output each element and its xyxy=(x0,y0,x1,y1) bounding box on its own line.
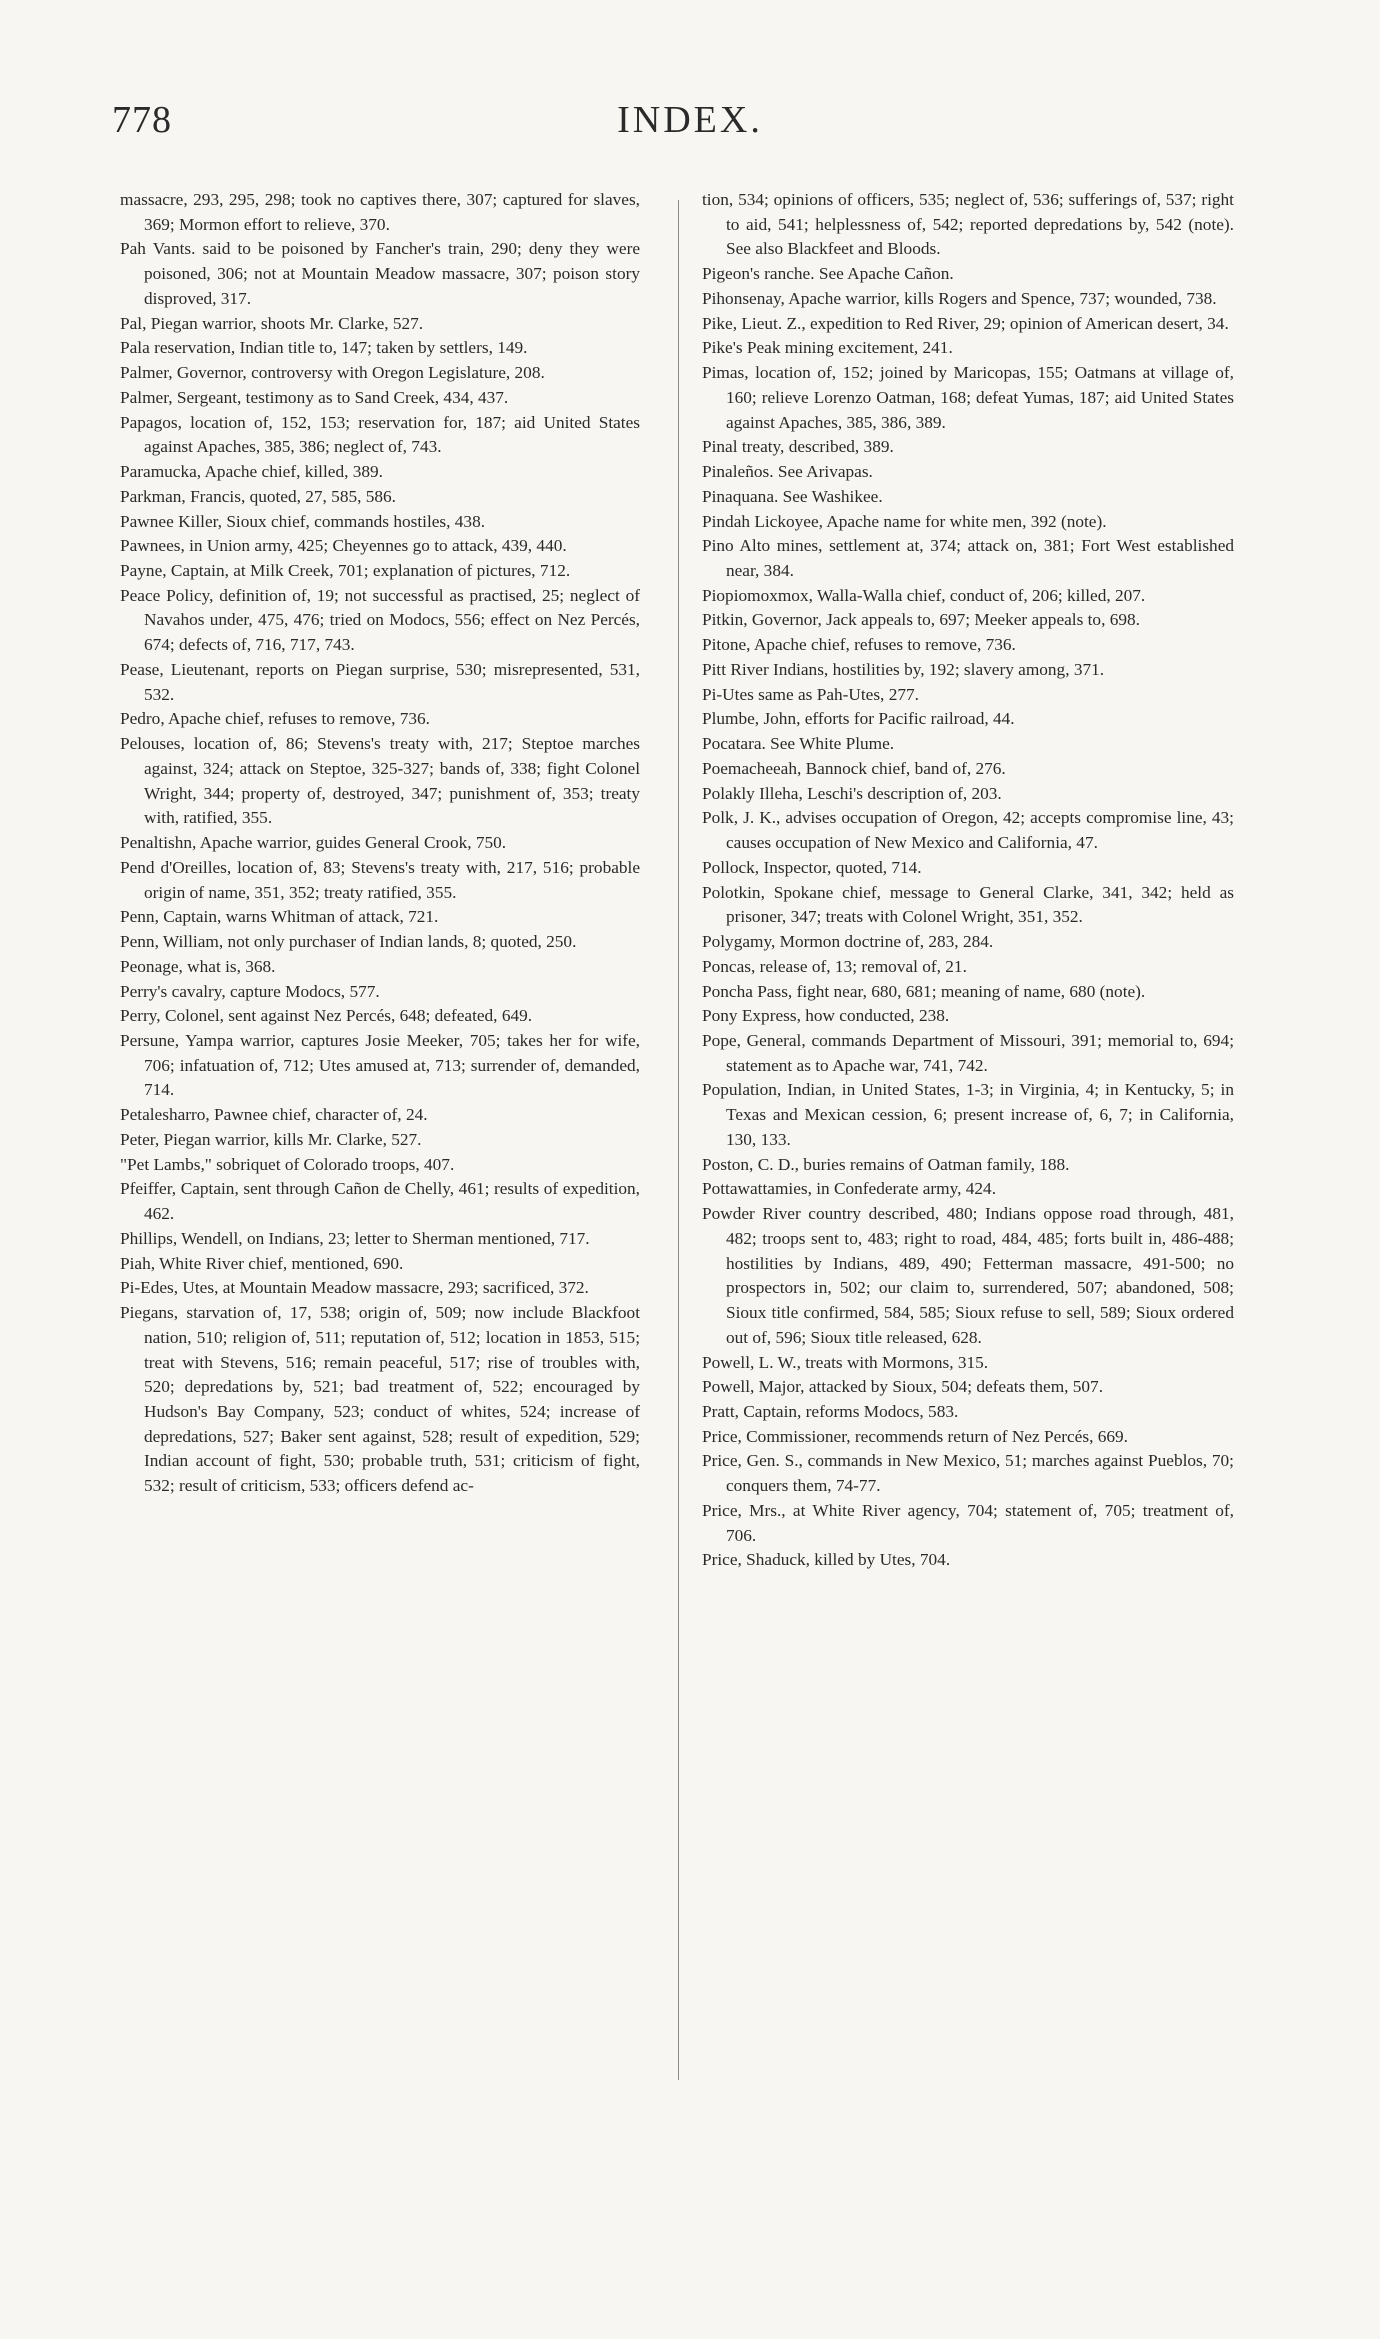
index-entry: tion, 534; opinions of officers, 535; neglect of, 536; sufferings of, 537; right to aid, 541; helplessness of, 542; reported depredations by, 542 (note). See also Blackfeet and Bloods. xyxy=(702,190,1234,259)
index-entry: Piah, White River chief, mentioned, 690. xyxy=(120,1253,404,1273)
index-entry: Pimas, location of, 152; joined by Maricopas, 155; Oatmans at village of, 160; relieve Lorenzo Oatman, 168; defeat Yumas, 187; aid United States against Apaches, 385, 386, 389. xyxy=(702,363,1234,432)
index-column-left xyxy=(120,188,640,1499)
index-entry: Pitt River Indians, hostilities by, 192; slavery among, 371. xyxy=(702,659,1105,679)
index-entry: Pike, Lieut. Z., expedition to Red River, 29; opinion of American desert, 34. xyxy=(702,313,1229,333)
index-entry: Pigeon's ranche. See Apache Cañon. xyxy=(702,264,954,284)
index-entry: Pi-Utes same as Pah-Utes, 277. xyxy=(702,684,919,704)
index-entry: Perry, Colonel, sent against Nez Percés, 648; defeated, 649. xyxy=(120,1006,533,1026)
index-entry: Pony Express, how conducted, 238. xyxy=(702,1006,950,1026)
index-entry: Penaltishn, Apache warrior, guides General Crook, 750. xyxy=(120,833,507,853)
index-entry: Peter, Piegan warrior, kills Mr. Clarke, 527. xyxy=(120,1129,422,1149)
index-entry: Polk, J. K., advises occupation of Oregon, 42; accepts compromise line, 43; causes occupation of New Mexico and California, 47. xyxy=(702,808,1234,853)
column-divider xyxy=(678,200,679,2080)
index-entry: Pitkin, Governor, Jack appeals to, 697; Meeker appeals to, 698. xyxy=(702,610,1140,630)
index-entry: massacre, 293, 295, 298; took no captives there, 307; captured for slaves, 369; Mormon effort to relieve, 370. xyxy=(120,190,640,234)
index-entry: Pinal treaty, described, 389. xyxy=(702,437,894,457)
index-entry: Pindah Lickoyee, Apache name for white men, 392 (note). xyxy=(702,511,1107,531)
index-entry: Pocatara. See White Plume. xyxy=(702,734,895,754)
index-entry: Pratt, Captain, reforms Modocs, 583. xyxy=(702,1401,959,1421)
index-entry: Pitone, Apache chief, refuses to remove, 736. xyxy=(702,635,1016,655)
index-entry: Powder River country described, 480; Indians oppose road through, 481, 482; troops sent to, 483; right to road, 484, 485; forts built in, 486-488; hostilities by Indians, 489, 490; Fetterman massacre, 491-500; no prospectors in, 502; our claim to, surrendered, 507; abandoned, 508; Sioux title confirmed, 584, 585; Sioux refuse to sell, 589; Sioux ordered out of, 596; Sioux title released, 628. xyxy=(702,1204,1234,1347)
index-entry: Pollock, Inspector, quoted, 714. xyxy=(702,857,922,877)
index-entry: Phillips, Wendell, on Indians, 23; letter to Sherman mentioned, 717. xyxy=(120,1228,590,1248)
index-entry: Payne, Captain, at Milk Creek, 701; explanation of pictures, 712. xyxy=(120,561,571,581)
index-entry: Persune, Yampa warrior, captures Josie Meeker, 705; takes her for wife, 706; infatuation of, 712; Utes amused at, 713; surrender of, demanded, 714. xyxy=(120,1030,640,1100)
index-entry: Pawnees, in Union army, 425; Cheyennes go to attack, 439, 440. xyxy=(120,536,567,556)
index-entry: Papagos, location of, 152, 153; reservation for, 187; aid United States against Apaches, 385, 386; neglect of, 743. xyxy=(120,412,640,457)
index-entry: Pinaquana. See Washikee. xyxy=(702,486,883,506)
index-entry: Peace Policy, definition of, 19; not successful as practised, 25; neglect of Navahos under, 475, 476; tried on Modocs, 556; effect on Nez Percés, 674; defects of, 716, 717, 743. xyxy=(120,585,640,655)
index-entry: Pike's Peak mining excitement, 241. xyxy=(702,338,953,358)
index-entry: Powell, L. W., treats with Mormons, 315. xyxy=(702,1352,989,1372)
index-entry: Pottawattamies, in Confederate army, 424. xyxy=(702,1179,997,1199)
index-entry: Palmer, Governor, controversy with Oregon Legislature, 208. xyxy=(120,363,545,383)
index-entry: Pease, Lieutenant, reports on Piegan surprise, 530; misrepresented, 531, 532. xyxy=(120,659,640,704)
index-entry: Pah Vants. said to be poisoned by Fancher's train, 290; deny they were poisoned, 306; not at Mountain Meadow massacre, 307; poison story disproved, 317. xyxy=(120,239,640,308)
index-entry: Pfeiffer, Captain, sent through Cañon de Chelly, 461; results of expedition, 462. xyxy=(120,1179,640,1224)
index-entry: Pope, General, commands Department of Missouri, 391; memorial to, 694; statement as to Apache war, 741, 742. xyxy=(702,1030,1234,1075)
index-entry: Perry's cavalry, capture Modocs, 577. xyxy=(120,981,380,1001)
index-entry: Pelouses, location of, 86; Stevens's treaty with, 217; Steptoe marches against, 324; attack on Steptoe, 325-327; bands of, 338; fight Colonel Wright, 344; property of, destroyed, 347; punishment of, 353; treaty with, ratified, 355. xyxy=(120,734,640,828)
index-entry: Polygamy, Mormon doctrine of, 283, 284. xyxy=(702,932,994,952)
index-entry: Polakly Illeha, Leschi's description of, 203. xyxy=(702,783,1002,803)
index-entry: Plumbe, John, efforts for Pacific railroad, 44. xyxy=(702,709,1015,729)
index-entry: "Pet Lambs," sobriquet of Colorado troops, 407. xyxy=(120,1154,455,1174)
index-entry: Pihonsenay, Apache warrior, kills Rogers and Spence, 737; wounded, 738. xyxy=(702,288,1217,308)
index-entry: Price, Commissioner, recommends return of Nez Percés, 669. xyxy=(702,1426,1128,1446)
index-entry: Price, Shaduck, killed by Utes, 704. xyxy=(702,1550,951,1570)
index-entry: Palmer, Sergeant, testimony as to Sand Creek, 434, 437. xyxy=(120,387,509,407)
index-entry: Price, Mrs., at White River agency, 704; statement of, 705; treatment of, 706. xyxy=(702,1500,1234,1545)
index-entry: Pedro, Apache chief, refuses to remove, 736. xyxy=(120,709,430,729)
index-entry: Poncas, release of, 13; removal of, 21. xyxy=(702,956,967,976)
index-entry: Parkman, Francis, quoted, 27, 585, 586. xyxy=(120,486,396,506)
index-entry: Population, Indian, in United States, 1-3; in Virginia, 4; in Kentucky, 5; in Texas and Mexican cession, 6; present increase of, 6, 7; in California, 130, 133. xyxy=(702,1080,1234,1149)
index-entry: Powell, Major, attacked by Sioux, 504; defeats them, 507. xyxy=(702,1377,1104,1397)
index-entry: Pawnee Killer, Sioux chief, commands hostiles, 438. xyxy=(120,511,486,531)
index-column-right xyxy=(702,188,1234,1573)
index-entry: Penn, William, not only purchaser of Indian lands, 8; quoted, 250. xyxy=(120,932,577,952)
index-entry: Petalesharro, Pawnee chief, character of, 24. xyxy=(120,1105,428,1125)
index-entry: Peonage, what is, 368. xyxy=(120,956,276,976)
index-entry: Pal, Piegan warrior, shoots Mr. Clarke, 527. xyxy=(120,313,424,333)
index-entry: Piegans, starvation of, 17, 538; origin of, 509; now include Blackfoot nation, 510; religion of, 511; reputation of, 512; location in 1853, 515; treat with Stevens, 516; remain peaceful, 517; rise of troubles with, 520; depredations by, 521; bad treatment of, 522; encouraged by Hudson's Bay Company, 523; conduct of whites, 524; increase of depredations, 527; Baker sent against, 528; result of expedition, 529; Indian account of fight, 530; probable truth, 531; criticism of fight, 532; result of criticism, 533; officers defend ac- xyxy=(120,1303,640,1496)
page-number: 778 xyxy=(112,99,172,141)
index-entry: Pino Alto mines, settlement at, 374; attack on, 381; Fort West established near, 384. xyxy=(702,536,1234,581)
index-entry: Penn, Captain, warns Whitman of attack, 721. xyxy=(120,907,439,927)
index-entry: Polotkin, Spokane chief, message to General Clarke, 341, 342; held as prisoner, 347; treats with Colonel Wright, 351, 352. xyxy=(702,882,1234,927)
index-entry: Piopiomoxmox, Walla-Walla chief, conduct of, 206; killed, 207. xyxy=(702,585,1146,605)
index-entry: Paramucka, Apache chief, killed, 389. xyxy=(120,462,383,482)
index-entry: Poncha Pass, fight near, 680, 681; meaning of name, 680 (note). xyxy=(702,981,1146,1001)
running-head: INDEX. xyxy=(617,99,763,141)
index-entry: Pinaleños. See Arivapas. xyxy=(702,462,873,482)
index-entry: Pala reservation, Indian title to, 147; taken by settlers, 149. xyxy=(120,338,528,358)
index-entry: Price, Gen. S., commands in New Mexico, 51; marches against Pueblos, 70; conquers them, 74-77. xyxy=(702,1451,1234,1496)
index-entry: Pi-Edes, Utes, at Mountain Meadow massacre, 293; sacrificed, 372. xyxy=(120,1278,589,1298)
index-entry: Poston, C. D., buries remains of Oatman family, 188. xyxy=(702,1154,1070,1174)
index-entry: Pend d'Oreilles, location of, 83; Stevens's treaty with, 217, 516; probable origin of name, 351, 352; treaty ratified, 355. xyxy=(120,857,640,902)
index-entry: Poemacheeah, Bannock chief, band of, 276. xyxy=(702,758,1006,778)
